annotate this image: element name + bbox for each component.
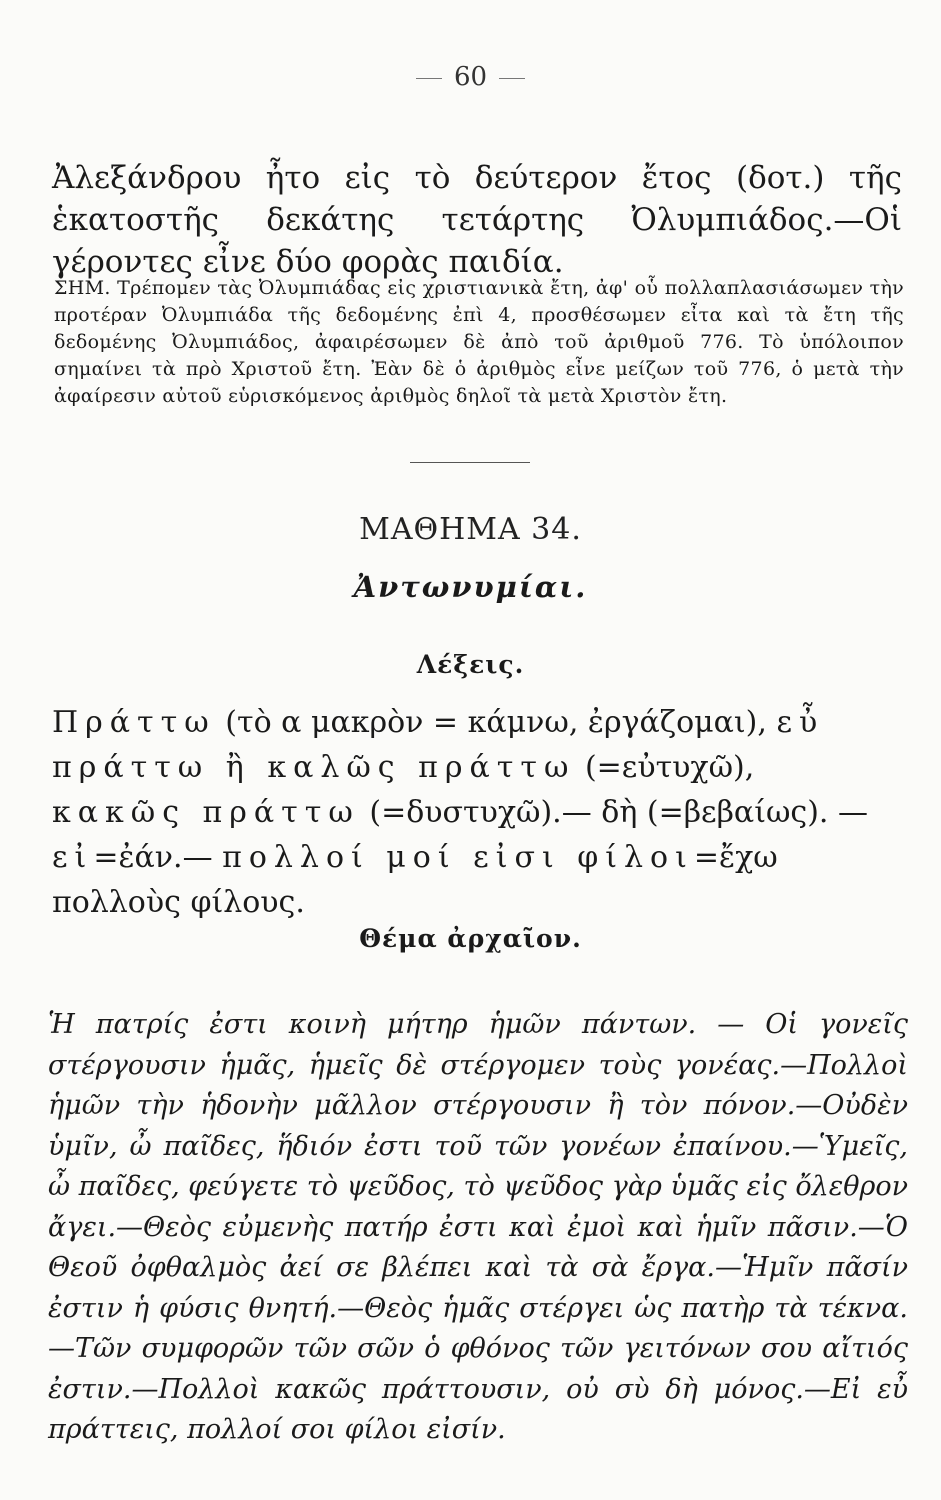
lesson-title: ΜΑΘΗΜΑ 34.: [359, 512, 582, 547]
continued-paragraph: Ἀλεξάνδρου ἦτο εἰς τὸ δεύτερον ἔτος (δοτ.) τῆς ἑκατοστῆς δεκάτης τετάρτης Ὀλυμπιάδος.—Οἱ γέροντες εἶνε δύο φορὰς παιδία.: [52, 160, 902, 280]
section-divider: [410, 462, 530, 463]
exercise-heading: Θέμα ἀρχαῖον.: [359, 924, 582, 953]
page-number-text: 60: [453, 62, 488, 92]
vocab-term: κακῶς πράττω: [52, 795, 360, 830]
vocab-term: δὴ: [601, 795, 638, 830]
page-number-dash-right: [499, 78, 525, 79]
page-number: [0, 62, 941, 92]
page-number-dash-left: [416, 78, 442, 79]
vocabulary-heading: Λέξεις.: [416, 650, 525, 679]
vocab-term: Πράττω: [52, 705, 216, 740]
vocabulary-list: [52, 700, 892, 925]
vocab-gloss: (=δυστυχῶ).—: [369, 795, 592, 830]
lesson-subtitle: Ἀντωνυμίαι.: [353, 570, 588, 604]
vocab-term: εὖ πράττω ἢ καλῶς πράττω: [52, 705, 825, 785]
vocab-term: εἰ: [52, 840, 94, 875]
note-paragraph: ΣΗΜ. Τρέπομεν τὰς Ὀλυμπιάδας εἰς χριστιανικὰ ἔτη, ἀφ' οὗ πολλαπλασιάσωμεν τὴν προτέραν Ὀλυμπιάδα τῆς δεδομένης ἐπὶ 4, προσθέσωμεν εἶτα καὶ τὰ ἔτη τῆς δεδομένης Ὀλυμπιάδος, ἀφαιρέσωμεν δὲ ἀπὸ τοῦ ἀριθμοῦ 776. Τὸ ὑπόλοιπον σημαίνει τὰ πρὸ Χριστοῦ ἔτη. Ἐὰν δὲ ὁ ἀριθμὸς εἶνε μείζων τοῦ 776, ὁ μετὰ τὴν ἀφαίρεσιν αὐτοῦ εὑρισκόμενος ἀριθμὸς δηλοῖ τὰ μετὰ Χριστὸν ἔτη.: [54, 277, 904, 407]
exercise-text: Ἡ πατρίς ἐστι κοινὴ μήτηρ ἡμῶν πάντων. — Οἱ γονεῖς στέργουσιν ἡμᾶς, ἡμεῖς δὲ στέργομεν τοὺς γονέας.—Πολλοὶ ἡμῶν τὴν ἡδονὴν μᾶλλον στέργουσιν ἢ τὸν πόνον.—Οὐδὲν ὑμῖν, ὦ παῖδες, ἥδιόν ἐστι τοῦ τῶν γονέων ἐπαίνου.—Ὑμεῖς, ὦ παῖδες, φεύγετε τὸ ψεῦδος, τὸ ψεῦδος γὰρ ὑμᾶς εἰς ὄλεθρον ἄγει.—Θεὸς εὐμενὴς πατήρ ἐστι καὶ ἐμοὶ καὶ ἡμῖν πᾶσιν.—Ὁ Θεοῦ ὀφθαλμὸς ἀεί σε βλέπει καὶ τὰ σὰ ἔργα.—Ἡμῖν πᾶσίν ἐστιν ἡ φύσις θνητή.—Θεὸς ἡμᾶς στέργει ὡς πατὴρ τὰ τέκνα.—Τῶν συμφορῶν τῶν σῶν ὁ φθόνος τῶν γειτόνων σου αἴτιός ἐστιν.—Πολλοὶ κακῶς πράττουσιν, οὐ σὺ δὴ μόνος.—Εἰ εὖ πράττεις, πολλοί σοι φίλοι εἰσίν.: [48, 1009, 908, 1445]
vocab-gloss: (=εὐτυχῶ),: [584, 750, 755, 785]
vocab-gloss: =ἔχω πολλοὺς φίλους.: [52, 840, 778, 920]
vocab-gloss: (τὸ α μακρὸν = κάμνω, ἐργάζομαι),: [225, 705, 767, 740]
vocab-gloss: =ἐάν.—: [93, 840, 213, 875]
vocab-gloss: (=βεβαίως). —: [646, 795, 868, 830]
vocab-term: πολλοί μοί εἰσι φίλοι: [222, 840, 694, 875]
